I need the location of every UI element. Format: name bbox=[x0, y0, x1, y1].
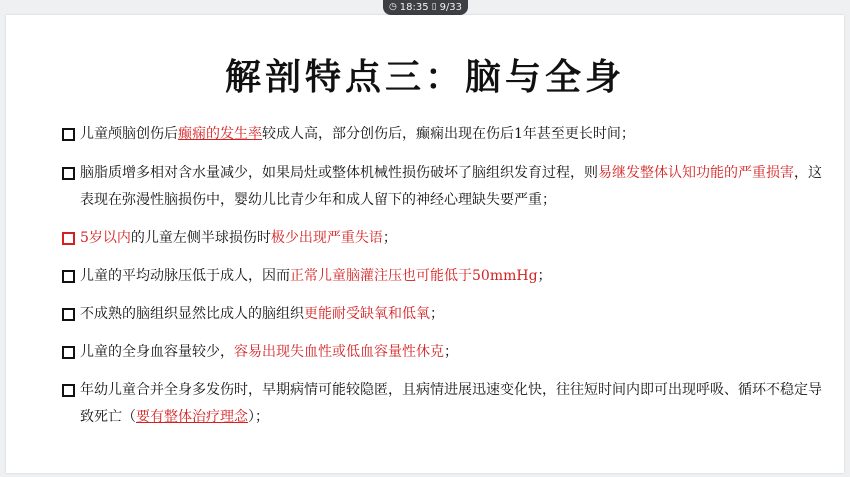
highlight-text: 更能耐受缺氧和低氧 bbox=[304, 306, 430, 322]
highlight-text: 要有整体治疗理念 bbox=[136, 409, 248, 425]
status-time: 18:35 bbox=[399, 2, 429, 13]
checkbox-square-icon bbox=[62, 232, 75, 245]
checkbox-square-icon bbox=[62, 167, 75, 180]
bullet-text: 儿童颅脑创伤后 bbox=[80, 126, 178, 142]
bullet-item bbox=[62, 339, 822, 366]
bullet-item bbox=[62, 225, 822, 252]
highlight-text: 极少出现严重失语 bbox=[270, 230, 383, 246]
bullet-text: ； bbox=[430, 306, 444, 322]
page-icon: ▯ bbox=[431, 2, 437, 12]
highlight-text: 癫痫的发生率 bbox=[178, 126, 262, 142]
bullet-list bbox=[62, 121, 822, 431]
clock-icon: ◷ bbox=[388, 2, 397, 12]
status-pill bbox=[383, 0, 468, 15]
bullet-text: ； bbox=[444, 344, 458, 360]
highlight-text: 容易出现失血性或低血容量性休克 bbox=[234, 344, 444, 360]
bullet-text: 儿童的全身血容量较少， bbox=[80, 344, 234, 360]
bullet-text: ； bbox=[382, 230, 397, 246]
bullet-item bbox=[62, 121, 822, 148]
bullet-item bbox=[62, 377, 822, 431]
highlight-text: 易继发整体认知功能的严重损害 bbox=[598, 165, 794, 181]
slide-title: 解剖特点三：脑与全身 bbox=[224, 56, 625, 98]
bullet-item bbox=[62, 160, 822, 214]
bullet-text: 年幼儿童合并全身多发伤时，早期病情可能较隐匿，且病情进展迅速变化快，往往短时间内即可出现呼吸、循环不稳定导致死亡（ bbox=[80, 382, 822, 425]
highlight-text: 5岁以内 bbox=[80, 230, 131, 246]
checkbox-square-icon bbox=[62, 346, 75, 359]
bullet-text: 儿童的平均动脉压低于成人，因而 bbox=[80, 268, 290, 284]
checkbox-square-icon bbox=[62, 384, 75, 397]
slide bbox=[6, 15, 844, 473]
highlight-text: 正常儿童脑灌注压也可能低于50mmHg bbox=[290, 268, 538, 284]
bullet-text: 不成熟的脑组织显然比成人的脑组织 bbox=[80, 306, 304, 322]
bullet-text: 较成人高，部分创伤后，癫痫出现在伤后1年甚至更长时间； bbox=[262, 126, 635, 142]
bullet-text: ）； bbox=[248, 409, 269, 425]
bullet-text: 的儿童左侧半球损伤时 bbox=[130, 230, 271, 246]
status-page: 9/33 bbox=[439, 2, 463, 13]
bullet-item bbox=[62, 263, 822, 290]
bullet-item bbox=[62, 301, 822, 328]
checkbox-square-icon bbox=[62, 128, 75, 141]
bullet-text: 脑脂质增多相对含水量减少，如果局灶或整体机械性损伤破坏了脑组织发育过程，则 bbox=[80, 165, 598, 181]
bullet-text: ； bbox=[537, 268, 552, 284]
bullet-text: ，这表现在弥漫性脑损伤中，婴幼儿比青少年和成人留下的神经心理缺失要严重； bbox=[80, 165, 822, 208]
checkbox-square-icon bbox=[62, 308, 75, 321]
checkbox-square-icon bbox=[62, 270, 75, 283]
